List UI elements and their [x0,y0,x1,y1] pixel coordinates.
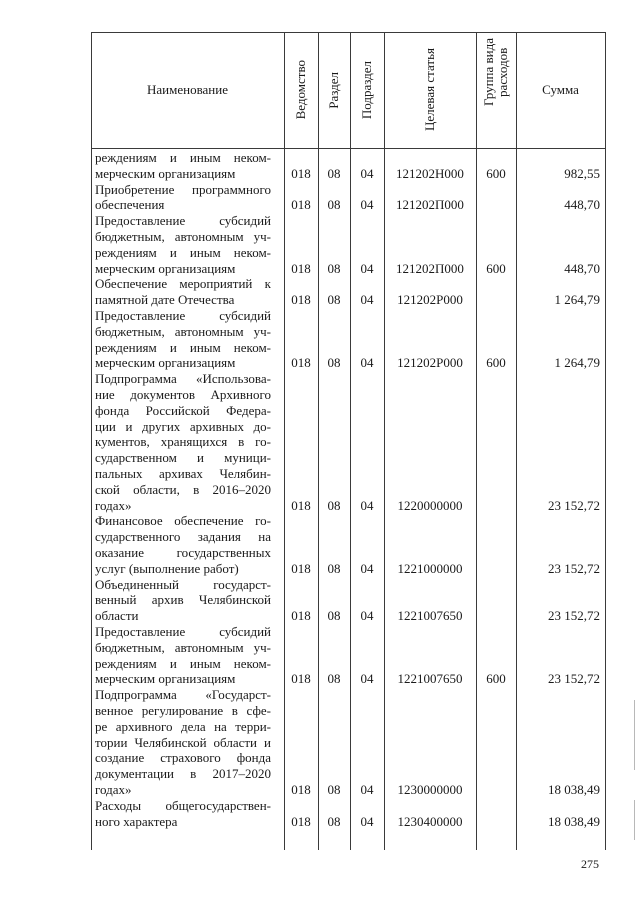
subsection-code: 04 [360,560,374,576]
department-code: 018 [291,355,311,371]
header-subsection [350,32,384,148]
row-name-line: мерческим организациям [95,671,236,687]
row-name-line: памятной дате Отечества [95,292,235,308]
header-section-label: Раздел [326,71,341,109]
page-number: 275 [581,857,599,871]
subsection-code: 04 [360,497,374,513]
department-code: 018 [291,560,311,576]
header-department-label: Ведомство [293,60,308,120]
header-sum-label: Сумма [542,82,579,97]
expense-group-code: 600 [486,355,506,371]
section-code: 08 [327,260,341,276]
row-name-line: Обеспечение мероприятий к [95,276,271,292]
target-article-code: 121202Н000 [396,165,464,181]
row-name-line: реждениям и иным неком- [95,150,271,165]
row-name-line: венное регулирование в сфе- [95,702,271,718]
sum-value: 23 152,72 [548,671,600,687]
row-name-line: сударственном и муници- [95,450,271,466]
row-name-line: создание страхового фонда [95,750,271,766]
row-name-line: ре архивного дела на терри- [95,718,271,734]
row-name-line: сударственного задания на [95,529,271,545]
row-name [95,624,271,687]
row-name-line: бюджетным, автономным уч- [95,323,271,339]
sum-value: 23 152,72 [548,560,600,576]
section-code: 08 [327,197,341,213]
table-row [91,182,606,214]
header-name [91,32,284,148]
row-name [95,150,271,182]
row-name-line: реждениям и иным неком- [95,655,271,671]
table-row [91,150,606,182]
target-article-code: 1221007650 [397,671,463,687]
header-department [284,32,318,148]
row-name-line: ние документов Архивного [95,386,271,402]
row-name [95,513,271,576]
row-name [95,308,271,371]
table-row [91,371,606,513]
row-name [95,798,271,830]
row-name-line: кументов, хранящихся в го- [95,434,271,450]
row-name-line: пальных архивах Челябин- [95,465,271,481]
scan-edge-mark [634,800,635,840]
row-name-line: ции и других архивных до- [95,418,271,434]
table-row [91,213,606,276]
header-expense-group [476,32,516,148]
row-name-line: ного характера [95,813,178,829]
row-name-line: годах» [95,497,132,513]
row-name-line: области [95,608,139,624]
row-name-line: фонда Российской Федера- [95,402,271,418]
sum-value: 448,70 [564,197,600,213]
subsection-code: 04 [360,671,374,687]
section-code: 08 [327,781,341,797]
target-article-code: 1221007650 [397,608,463,624]
section-code: 08 [327,608,341,624]
table-row [91,513,606,576]
target-article-code: 1221000000 [397,560,463,576]
expense-group-code: 600 [486,260,506,276]
row-name [95,182,271,214]
expense-group-code: 600 [486,165,506,181]
table-row [91,308,606,371]
target-article-code: 121202П000 [396,197,464,213]
target-article-code: 121202Р000 [397,355,463,371]
row-name-line: оказание государственных [95,544,271,560]
row-name-line: бюджетным, автономным уч- [95,228,271,244]
target-article-code: 1220000000 [397,497,463,513]
department-code: 018 [291,260,311,276]
subsection-code: 04 [360,260,374,276]
sum-value: 982,55 [564,165,600,181]
target-article-code: 121202П000 [396,260,464,276]
table-row [91,798,606,830]
section-code: 08 [327,497,341,513]
header-target-article-label: Целевая статья [422,48,437,132]
section-code: 08 [327,355,341,371]
department-code: 018 [291,813,311,829]
sum-value: 18 038,49 [548,813,600,829]
row-name-line: венный архив Челябинской [95,592,271,608]
subsection-code: 04 [360,813,374,829]
row-name-line: годах» [95,781,132,797]
row-name-line: Предоставление субсидий [95,308,271,323]
section-code: 08 [327,813,341,829]
row-name-line: Предоставление субсидий [95,624,271,639]
row-name-line: мерческим организациям [95,355,236,371]
department-code: 018 [291,608,311,624]
row-name [95,276,271,308]
subsection-code: 04 [360,608,374,624]
section-code: 08 [327,671,341,687]
scan-edge-mark [634,700,635,770]
row-name-line: мерческим организациям [95,260,236,276]
header-section [318,32,350,148]
sum-value: 1 264,79 [554,355,600,371]
subsection-code: 04 [360,165,374,181]
department-code: 018 [291,781,311,797]
header-target-article [384,32,476,148]
row-name-line: документации в 2017–2020 [95,766,271,782]
table-row [91,624,606,687]
subsection-code: 04 [360,197,374,213]
sum-value: 18 038,49 [548,781,600,797]
header-expense-group-line1: Группа вида [481,38,496,106]
budget-table [91,32,606,850]
target-article-code: 1230000000 [397,781,463,797]
department-code: 018 [291,497,311,513]
row-name-line: Объединенный государст- [95,576,271,592]
row-name-line: реждениям и иным неком- [95,339,271,355]
row-name-line: Подпрограмма «Использова- [95,371,271,387]
row-name-line: Предоставление субсидий [95,213,271,229]
section-code: 08 [327,165,341,181]
row-name [95,577,271,624]
subsection-code: 04 [360,355,374,371]
sum-value: 23 152,72 [548,497,600,513]
header-subsection-label: Подраздел [359,60,374,120]
header-divider [91,148,606,149]
row-name [95,371,271,513]
department-code: 018 [291,197,311,213]
sum-value: 23 152,72 [548,608,600,624]
header-expense-group-line2: расходов [495,47,510,97]
row-name-line: ской области, в 2016–2020 [95,481,271,497]
row-name-line: Подпрограмма «Государст- [95,687,271,703]
sum-value: 448,70 [564,260,600,276]
table-row [91,687,606,798]
subsection-code: 04 [360,781,374,797]
section-code: 08 [327,560,341,576]
department-code: 018 [291,292,311,308]
row-name [95,213,271,276]
header-expense-group-label [482,38,510,106]
row-name-line: мерческим организациям [95,165,236,181]
row-name-line: тории Челябинской области и [95,734,271,750]
department-code: 018 [291,165,311,181]
subsection-code: 04 [360,292,374,308]
sum-value: 1 264,79 [554,292,600,308]
row-name-line: обеспечения [95,197,165,213]
row-name-line: Финансовое обеспечение го- [95,513,271,529]
header-name-label: Наименование [147,82,228,97]
row-name-line: Расходы общегосударствен- [95,797,271,813]
target-article-code: 1230400000 [397,813,463,829]
department-code: 018 [291,671,311,687]
row-name-line: бюджетным, автономным уч- [95,639,271,655]
row-name [95,687,271,798]
header-sum [516,32,605,148]
target-article-code: 121202Р000 [397,292,463,308]
section-code: 08 [327,292,341,308]
table-row [91,577,606,624]
row-name-line: реждениям и иным неком- [95,244,271,260]
row-name-line: Приобретение программного [95,181,271,197]
table-row [91,276,606,308]
row-name-line: услуг (выполнение работ) [95,560,239,576]
expense-group-code: 600 [486,671,506,687]
